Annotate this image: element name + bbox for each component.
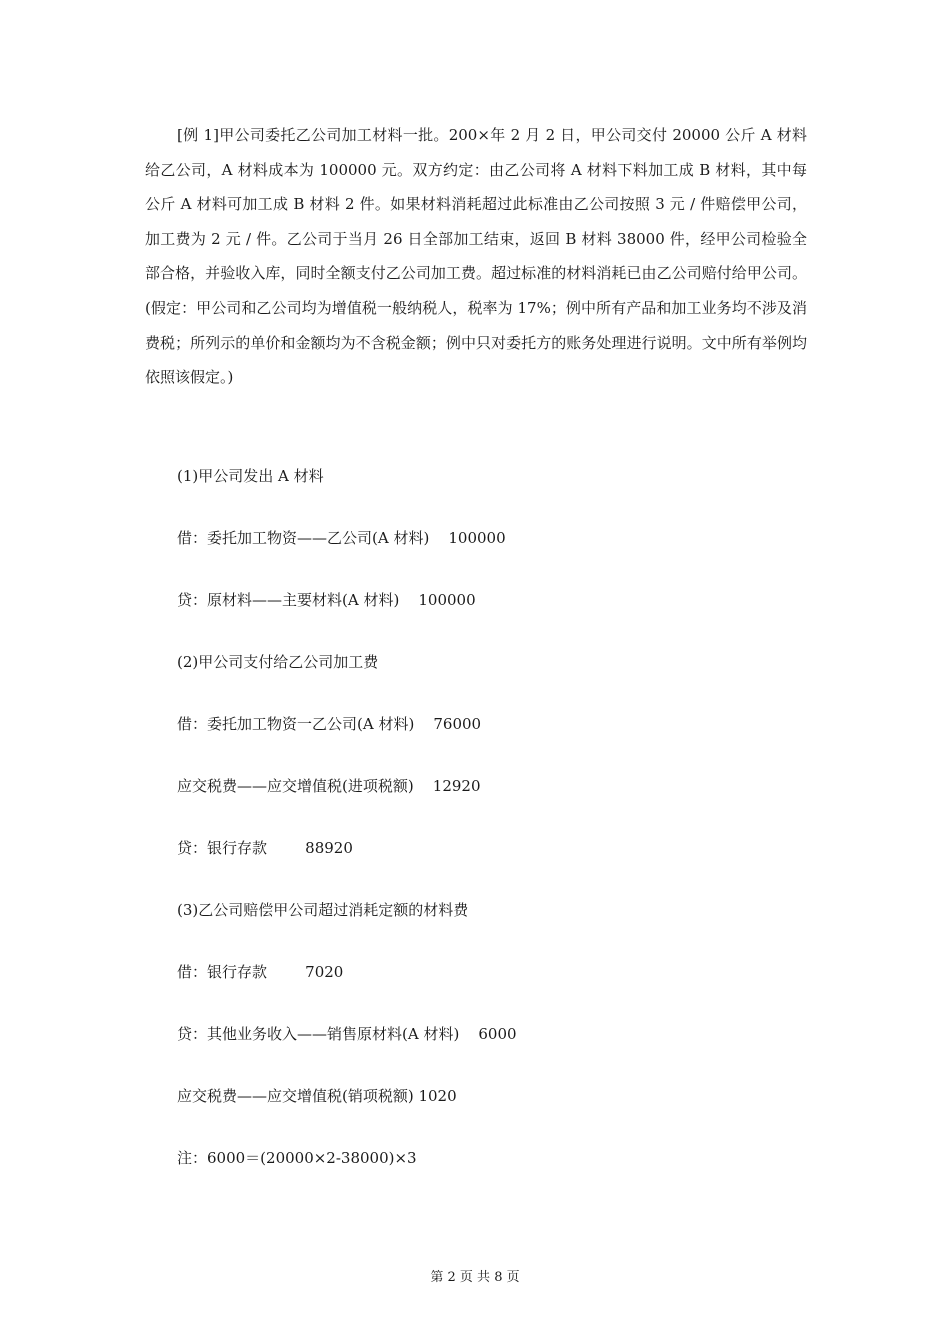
journal-entry-line: 应交税费——应交增值税(销项税额) 1020 (177, 1087, 457, 1105)
step-3-heading: (3)乙公司赔偿甲公司超过消耗定额的材料费 (177, 901, 469, 919)
calculation-note: 注：6000＝(20000×2-38000)×3 (177, 1149, 417, 1167)
example-intro-paragraph: [例 1]甲公司委托乙公司加工材料一批。200×年 2 月 2 日，甲公司交付 20000 公斤 A 材料给乙公司，A 材料成本为 100000 元。双方约定：由乙公司将 A 材料下料加工成 B 材料，其中每公斤 A 材料可加工成 B 材料 2 件。如果材料消耗超过此标准由乙公司按照 3 元 / 件赔偿甲公司，加工费为 2 元 / 件。乙公司于当月 26 日全部加工结束，返回 B 材料 38000 件，经甲公司检验全部合格，并验收入库，同时全额支付乙公司加工费。超过标准的材料消耗已由乙公司赔付给甲公司。(假定：甲公司和乙公司均为增值税一般纳税人，税率为 17%；例中所有产品和加工业务均不涉及消费税；所列示的单价和金额均为不含税金额；例中只对委托方的账务处理进行说明。文中所有举例均依照该假定。) (145, 126, 807, 387)
journal-entry-line: 借：委托加工物资——乙公司(A 材料) 100000 (177, 529, 506, 547)
journal-entry-line: 应交税费——应交增值税(进项税额) 12920 (177, 777, 481, 795)
journal-entry-line: 贷：其他业务收入——销售原材料(A 材料) 6000 (177, 1025, 517, 1043)
step-1-heading: (1)甲公司发出 A 材料 (177, 467, 324, 485)
journal-entry-line: 借：委托加工物资一乙公司(A 材料) 76000 (177, 715, 482, 733)
step-2-heading: (2)甲公司支付给乙公司加工费 (177, 653, 379, 671)
journal-entry-line: 贷：原材料——主要材料(A 材料) 100000 (177, 591, 476, 609)
journal-entry-line: 借：银行存款 7020 (177, 963, 344, 981)
page-number-footer: 第 2 页 共 8 页 (430, 1270, 520, 1285)
journal-entry-line: 贷：银行存款 88920 (177, 839, 353, 857)
